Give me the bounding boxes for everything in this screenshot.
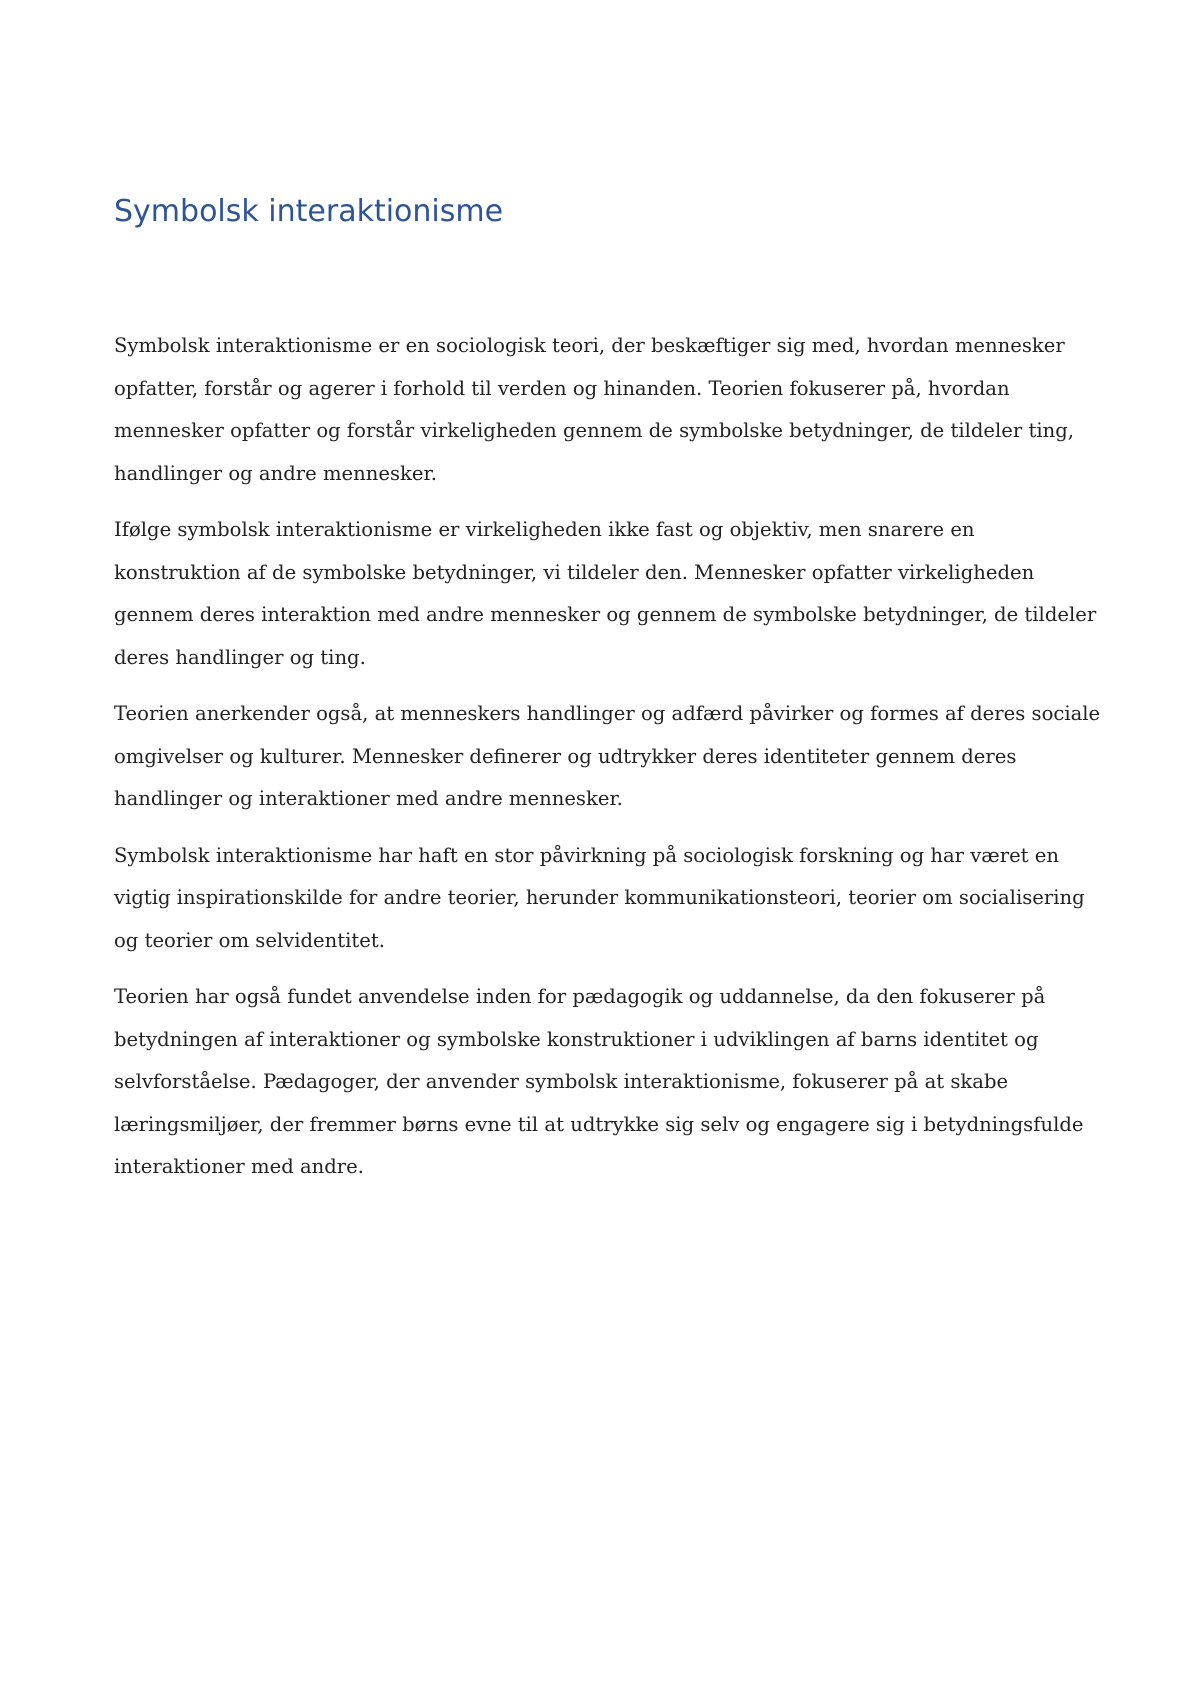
paragraph-3: Teorien anerkender også, at menneskers handlinger og adfærd påvirker og formes af deres sociale omgivelser og kulturer. Mennesker definerer og udtrykker deres identiteter gennem deres handlinger og interaktioner med andre mennesker. (114, 702, 1101, 810)
paragraph-2: Ifølge symbolsk interaktionisme er virkeligheden ikke fast og objektiv, men snarere en konstruktion af de symbolske betydninger, vi tildeler den. Mennesker opfatter virkeligheden gennem deres interaktion med andre mennesker og gennem de symbolske betydninger, de tildeler deres handlinger og ting. (114, 518, 1097, 669)
document-title: Symbolsk interaktionisme (114, 194, 504, 229)
paragraph-5: Teorien har også fundet anvendelse inden for pædagogik og uddannelse, da den fokuserer på betydningen af interaktioner og symbolske konstruktioner i udviklingen af barns identitet og selvforståelse. Pædagoger, der anvender symbolsk interaktionisme, fokuserer på at skabe læringsmiljøer, der fremmer børns evne til at udtrykke sig selv og engagere sig i betydningsfulde interaktioner med andre. (114, 985, 1084, 1178)
document-body (114, 325, 1104, 1203)
paragraph-1: Symbolsk interaktionisme er en sociologisk teori, der beskæftiger sig med, hvordan mennesker opfatter, forstår og agerer i forhold til verden og hinanden. Teorien fokuserer på, hvordan mennesker opfatter og forstår virkeligheden gennem de symbolske betydninger, de tildeler ting, handlinger og andre mennesker. (114, 334, 1075, 485)
paragraph-4: Symbolsk interaktionisme har haft en stor påvirkning på sociologisk forskning og har været en vigtig inspirationskilde for andre teorier, herunder kommunikationsteori, teorier om socialisering og teorier om selvidentitet. (114, 843, 1085, 952)
